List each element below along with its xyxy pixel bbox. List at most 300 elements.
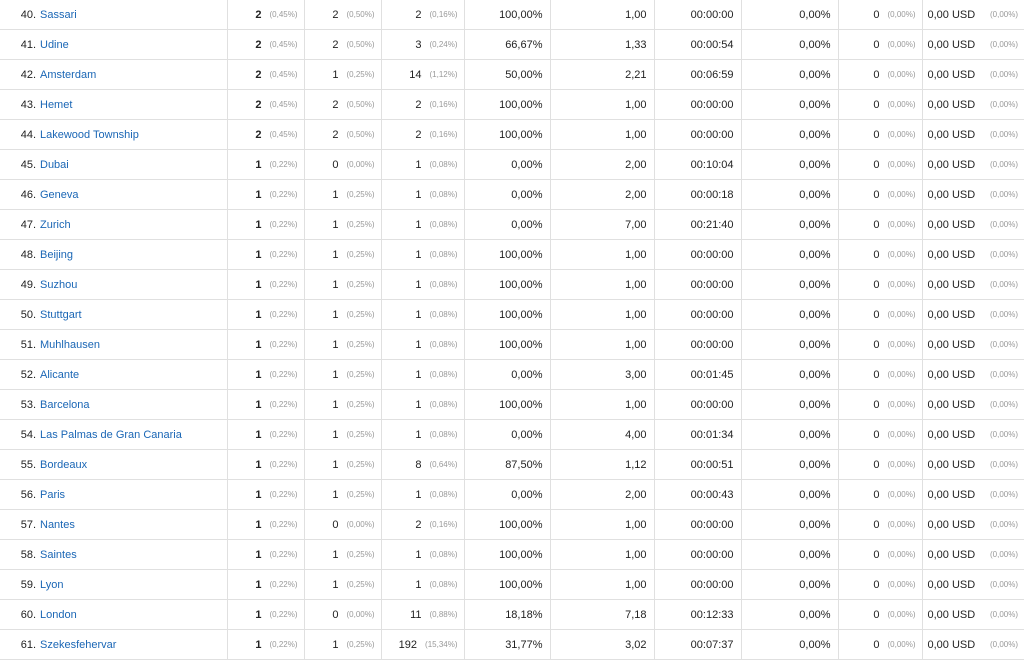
sessions-cell (381, 300, 464, 330)
transactions-value: 0 (873, 38, 880, 51)
city-link[interactable]: Paris (40, 488, 66, 501)
transactions-pct: (0,00%) (887, 40, 916, 49)
revenue-value: 0,00 USD (927, 248, 976, 261)
revenue-pct: (0,00%) (989, 490, 1018, 499)
new-users-cell (304, 420, 381, 450)
revenue-value: 0,00 USD (927, 128, 976, 141)
city-link[interactable]: Hemet (40, 98, 73, 111)
users-value: 1 (255, 308, 262, 321)
revenue-pct: (0,00%) (989, 130, 1018, 139)
conversion-rate-cell: 0,00% (741, 60, 838, 90)
conversion-rate-cell: 0,00% (741, 150, 838, 180)
new-users-pct: (0,25%) (346, 250, 375, 259)
revenue-cell (922, 600, 1024, 630)
session-duration-cell: 00:00:00 (654, 390, 741, 420)
new-users-value: 1 (332, 398, 339, 411)
city-link[interactable]: Udine (40, 38, 69, 51)
table-row (0, 90, 1024, 120)
transactions-cell (838, 180, 922, 210)
new-users-cell (304, 0, 381, 30)
new-users-value: 2 (332, 128, 339, 141)
sessions-value: 1 (415, 248, 422, 261)
transactions-cell (838, 90, 922, 120)
sessions-value: 11 (410, 608, 422, 621)
pages-per-session-cell: 1,00 (550, 0, 654, 30)
session-duration-cell: 00:00:00 (654, 570, 741, 600)
sessions-pct: (0,08%) (429, 430, 458, 439)
new-users-value: 1 (332, 338, 339, 351)
revenue-pct: (0,00%) (989, 190, 1018, 199)
session-duration-cell: 00:00:43 (654, 480, 741, 510)
bounce-rate-cell: 100,00% (464, 510, 550, 540)
row-index: 58. (0, 540, 38, 570)
bounce-rate-cell: 0,00% (464, 210, 550, 240)
pages-per-session-cell: 1,00 (550, 300, 654, 330)
users-cell (227, 480, 304, 510)
city-link[interactable]: London (40, 608, 77, 621)
new-users-value: 1 (332, 428, 339, 441)
users-value: 1 (255, 548, 262, 561)
new-users-pct: (0,50%) (346, 130, 375, 139)
bounce-rate-cell: 0,00% (464, 180, 550, 210)
sessions-value: 1 (415, 428, 422, 441)
table-row (0, 60, 1024, 90)
sessions-cell (381, 270, 464, 300)
conversion-rate-cell: 0,00% (741, 120, 838, 150)
users-value: 1 (255, 428, 262, 441)
users-pct: (0,22%) (269, 340, 298, 349)
users-cell (227, 390, 304, 420)
users-value: 1 (255, 638, 262, 651)
users-cell (227, 420, 304, 450)
row-index: 51. (0, 330, 38, 360)
new-users-cell (304, 210, 381, 240)
pages-per-session-cell: 2,21 (550, 60, 654, 90)
users-cell (227, 150, 304, 180)
row-index: 48. (0, 240, 38, 270)
sessions-pct: (0,08%) (429, 400, 458, 409)
transactions-pct: (0,00%) (887, 490, 916, 499)
sessions-pct: (0,88%) (429, 610, 458, 619)
new-users-value: 1 (332, 458, 339, 471)
revenue-value: 0,00 USD (927, 98, 976, 111)
sessions-cell (381, 420, 464, 450)
bounce-rate-cell: 100,00% (464, 90, 550, 120)
pages-per-session-cell: 1,00 (550, 120, 654, 150)
sessions-cell (381, 120, 464, 150)
bounce-rate-cell: 87,50% (464, 450, 550, 480)
users-pct: (0,22%) (269, 580, 298, 589)
revenue-pct: (0,00%) (989, 280, 1018, 289)
sessions-cell (381, 630, 464, 660)
users-pct: (0,22%) (269, 430, 298, 439)
transactions-value: 0 (873, 158, 880, 171)
sessions-pct: (0,24%) (429, 40, 458, 49)
sessions-pct: (1,12%) (429, 70, 458, 79)
conversion-rate-cell: 0,00% (741, 330, 838, 360)
transactions-pct: (0,00%) (887, 10, 916, 19)
transactions-value: 0 (873, 218, 880, 231)
sessions-pct: (0,08%) (429, 190, 458, 199)
new-users-pct: (0,25%) (346, 340, 375, 349)
new-users-cell (304, 360, 381, 390)
new-users-pct: (0,25%) (346, 580, 375, 589)
transactions-pct: (0,00%) (887, 400, 916, 409)
sessions-value: 1 (415, 578, 422, 591)
revenue-cell (922, 540, 1024, 570)
new-users-cell (304, 330, 381, 360)
revenue-cell (922, 420, 1024, 450)
revenue-value: 0,00 USD (927, 398, 976, 411)
revenue-value: 0,00 USD (927, 278, 976, 291)
sessions-cell (381, 330, 464, 360)
users-value: 1 (255, 578, 262, 591)
table-row (0, 120, 1024, 150)
conversion-rate-cell: 0,00% (741, 300, 838, 330)
transactions-cell (838, 510, 922, 540)
sessions-value: 3 (415, 38, 422, 51)
transactions-pct: (0,00%) (887, 70, 916, 79)
transactions-pct: (0,00%) (887, 100, 916, 109)
revenue-pct: (0,00%) (989, 310, 1018, 319)
sessions-cell (381, 570, 464, 600)
new-users-cell (304, 60, 381, 90)
table-row (0, 210, 1024, 240)
conversion-rate-cell: 0,00% (741, 630, 838, 660)
sessions-value: 192 (398, 638, 418, 651)
sessions-cell (381, 210, 464, 240)
revenue-pct: (0,00%) (989, 400, 1018, 409)
transactions-cell (838, 570, 922, 600)
transactions-cell (838, 210, 922, 240)
new-users-value: 1 (332, 578, 339, 591)
sessions-value: 2 (415, 518, 422, 531)
revenue-cell (922, 630, 1024, 660)
users-cell (227, 60, 304, 90)
city-cell (38, 480, 227, 510)
new-users-value: 1 (332, 308, 339, 321)
new-users-cell (304, 270, 381, 300)
revenue-pct: (0,00%) (989, 580, 1018, 589)
users-cell (227, 120, 304, 150)
transactions-pct: (0,00%) (887, 190, 916, 199)
new-users-pct: (0,50%) (346, 10, 375, 19)
new-users-cell (304, 480, 381, 510)
bounce-rate-cell: 100,00% (464, 270, 550, 300)
users-cell (227, 240, 304, 270)
city-cell (38, 510, 227, 540)
city-link[interactable]: Las Palmas de Gran Canaria (40, 428, 182, 441)
session-duration-cell: 00:00:00 (654, 510, 741, 540)
revenue-pct: (0,00%) (989, 10, 1018, 19)
new-users-pct: (0,25%) (346, 220, 375, 229)
sessions-cell (381, 390, 464, 420)
sessions-cell (381, 90, 464, 120)
transactions-cell (838, 0, 922, 30)
sessions-pct: (0,08%) (429, 280, 458, 289)
sessions-cell (381, 450, 464, 480)
conversion-rate-cell: 0,00% (741, 180, 838, 210)
bounce-rate-cell: 50,00% (464, 60, 550, 90)
city-link[interactable]: Muhlhausen (40, 338, 100, 351)
new-users-cell (304, 630, 381, 660)
new-users-cell (304, 240, 381, 270)
users-cell (227, 0, 304, 30)
users-pct: (0,45%) (269, 100, 298, 109)
revenue-cell (922, 450, 1024, 480)
users-value: 1 (255, 458, 262, 471)
conversion-rate-cell: 0,00% (741, 90, 838, 120)
revenue-cell (922, 150, 1024, 180)
sessions-value: 1 (415, 158, 422, 171)
city-cell (38, 210, 227, 240)
city-cell (38, 300, 227, 330)
transactions-value: 0 (873, 248, 880, 261)
users-cell (227, 600, 304, 630)
new-users-value: 2 (332, 8, 339, 21)
revenue-pct: (0,00%) (989, 100, 1018, 109)
revenue-value: 0,00 USD (927, 338, 976, 351)
users-pct: (0,45%) (269, 130, 298, 139)
transactions-value: 0 (873, 128, 880, 141)
city-link[interactable]: Nantes (40, 518, 75, 531)
bounce-rate-cell: 0,00% (464, 420, 550, 450)
city-link[interactable]: Lyon (40, 578, 64, 591)
transactions-value: 0 (873, 278, 880, 291)
pages-per-session-cell: 2,00 (550, 480, 654, 510)
new-users-value: 1 (332, 548, 339, 561)
new-users-pct: (0,50%) (346, 100, 375, 109)
table-row (0, 420, 1024, 450)
users-pct: (0,22%) (269, 310, 298, 319)
conversion-rate-cell: 0,00% (741, 390, 838, 420)
sessions-value: 8 (415, 458, 422, 471)
revenue-value: 0,00 USD (927, 518, 976, 531)
table-row (0, 600, 1024, 630)
city-cell (38, 0, 227, 30)
new-users-pct: (0,25%) (346, 370, 375, 379)
session-duration-cell: 00:12:33 (654, 600, 741, 630)
revenue-value: 0,00 USD (927, 38, 976, 51)
city-cell (38, 450, 227, 480)
city-cell (38, 30, 227, 60)
city-cell (38, 120, 227, 150)
city-link[interactable]: Dubai (40, 158, 69, 171)
row-index: 52. (0, 360, 38, 390)
conversion-rate-cell: 0,00% (741, 30, 838, 60)
new-users-pct: (0,50%) (346, 40, 375, 49)
city-link[interactable]: Beijing (40, 248, 74, 261)
sessions-cell (381, 60, 464, 90)
sessions-pct: (0,16%) (429, 130, 458, 139)
city-link[interactable]: Amsterdam (40, 68, 97, 81)
new-users-value: 2 (332, 98, 339, 111)
sessions-pct: (0,08%) (429, 310, 458, 319)
users-cell (227, 330, 304, 360)
new-users-cell (304, 450, 381, 480)
users-pct: (0,22%) (269, 640, 298, 649)
city-link[interactable]: Szekesfehervar (40, 638, 117, 651)
city-cell (38, 180, 227, 210)
conversion-rate-cell: 0,00% (741, 540, 838, 570)
transactions-value: 0 (873, 578, 880, 591)
users-pct: (0,45%) (269, 70, 298, 79)
session-duration-cell: 00:21:40 (654, 210, 741, 240)
city-link[interactable]: Bordeaux (40, 458, 88, 471)
city-link[interactable]: Geneva (40, 188, 79, 201)
transactions-value: 0 (873, 68, 880, 81)
revenue-value: 0,00 USD (927, 8, 976, 21)
conversion-rate-cell: 0,00% (741, 270, 838, 300)
city-cell (38, 60, 227, 90)
users-cell (227, 540, 304, 570)
revenue-value: 0,00 USD (927, 638, 976, 651)
row-index: 50. (0, 300, 38, 330)
city-link[interactable]: Barcelona (40, 398, 90, 411)
table-row (0, 540, 1024, 570)
new-users-value: 1 (332, 248, 339, 261)
table-row (0, 330, 1024, 360)
revenue-pct: (0,00%) (989, 550, 1018, 559)
transactions-cell (838, 630, 922, 660)
new-users-value: 1 (332, 278, 339, 291)
users-value: 1 (255, 518, 262, 531)
revenue-value: 0,00 USD (927, 578, 976, 591)
pages-per-session-cell: 1,00 (550, 330, 654, 360)
revenue-cell (922, 480, 1024, 510)
table-row (0, 240, 1024, 270)
table-row (0, 180, 1024, 210)
row-index: 40. (0, 0, 38, 30)
new-users-cell (304, 90, 381, 120)
users-pct: (0,22%) (269, 460, 298, 469)
users-pct: (0,22%) (269, 160, 298, 169)
revenue-pct: (0,00%) (989, 640, 1018, 649)
city-cell (38, 270, 227, 300)
new-users-value: 1 (332, 488, 339, 501)
pages-per-session-cell: 1,00 (550, 270, 654, 300)
row-index: 45. (0, 150, 38, 180)
conversion-rate-cell: 0,00% (741, 510, 838, 540)
users-cell (227, 30, 304, 60)
transactions-pct: (0,00%) (887, 250, 916, 259)
users-cell (227, 270, 304, 300)
new-users-cell (304, 540, 381, 570)
pages-per-session-cell: 1,12 (550, 450, 654, 480)
sessions-pct: (0,08%) (429, 220, 458, 229)
transactions-cell (838, 240, 922, 270)
revenue-value: 0,00 USD (927, 68, 976, 81)
bounce-rate-cell: 18,18% (464, 600, 550, 630)
conversion-rate-cell: 0,00% (741, 570, 838, 600)
transactions-cell (838, 480, 922, 510)
users-value: 1 (255, 278, 262, 291)
transactions-value: 0 (873, 8, 880, 21)
transactions-pct: (0,00%) (887, 460, 916, 469)
pages-per-session-cell: 1,00 (550, 390, 654, 420)
row-index: 60. (0, 600, 38, 630)
city-cell (38, 540, 227, 570)
transactions-pct: (0,00%) (887, 370, 916, 379)
transactions-cell (838, 300, 922, 330)
users-cell (227, 510, 304, 540)
revenue-cell (922, 120, 1024, 150)
revenue-pct: (0,00%) (989, 430, 1018, 439)
city-cell (38, 630, 227, 660)
bounce-rate-cell: 100,00% (464, 300, 550, 330)
new-users-value: 1 (332, 188, 339, 201)
revenue-cell (922, 330, 1024, 360)
city-link[interactable]: Saintes (40, 548, 77, 561)
row-index: 57. (0, 510, 38, 540)
new-users-cell (304, 150, 381, 180)
users-pct: (0,22%) (269, 400, 298, 409)
transactions-pct: (0,00%) (887, 550, 916, 559)
table-row (0, 360, 1024, 390)
new-users-pct: (0,00%) (346, 160, 375, 169)
users-value: 1 (255, 398, 262, 411)
users-value: 1 (255, 248, 262, 261)
city-cell (38, 570, 227, 600)
bounce-rate-cell: 100,00% (464, 540, 550, 570)
new-users-pct: (0,25%) (346, 550, 375, 559)
table-row (0, 450, 1024, 480)
pages-per-session-cell: 1,00 (550, 90, 654, 120)
sessions-value: 1 (415, 338, 422, 351)
city-link[interactable]: Lakewood Township (40, 128, 139, 141)
city-link[interactable]: Stuttgart (40, 308, 82, 321)
sessions-pct: (0,16%) (429, 100, 458, 109)
sessions-value: 1 (415, 488, 422, 501)
sessions-pct: (0,08%) (429, 580, 458, 589)
sessions-value: 2 (415, 128, 422, 141)
city-link[interactable]: Suzhou (40, 278, 78, 291)
bounce-rate-cell: 0,00% (464, 360, 550, 390)
new-users-pct: (0,25%) (346, 460, 375, 469)
users-value: 1 (255, 158, 262, 171)
transactions-cell (838, 330, 922, 360)
sessions-cell (381, 540, 464, 570)
new-users-cell (304, 570, 381, 600)
pages-per-session-cell: 1,00 (550, 540, 654, 570)
new-users-pct: (0,25%) (346, 640, 375, 649)
new-users-pct: (0,25%) (346, 400, 375, 409)
city-link[interactable]: Alicante (40, 368, 80, 381)
row-index: 43. (0, 90, 38, 120)
pages-per-session-cell: 1,00 (550, 510, 654, 540)
new-users-pct: (0,25%) (346, 190, 375, 199)
revenue-pct: (0,00%) (989, 70, 1018, 79)
pages-per-session-cell: 3,00 (550, 360, 654, 390)
session-duration-cell: 00:07:37 (654, 630, 741, 660)
sessions-pct: (0,64%) (429, 460, 458, 469)
pages-per-session-cell: 1,00 (550, 240, 654, 270)
city-link[interactable]: Sassari (40, 8, 77, 21)
session-duration-cell: 00:00:00 (654, 540, 741, 570)
city-link[interactable]: Zurich (40, 218, 71, 231)
revenue-value: 0,00 USD (927, 308, 976, 321)
pages-per-session-cell: 2,00 (550, 180, 654, 210)
transactions-pct: (0,00%) (887, 340, 916, 349)
revenue-cell (922, 300, 1024, 330)
revenue-cell (922, 360, 1024, 390)
row-index: 41. (0, 30, 38, 60)
sessions-value: 1 (415, 218, 422, 231)
row-index: 59. (0, 570, 38, 600)
table-row (0, 270, 1024, 300)
transactions-value: 0 (873, 368, 880, 381)
table-row (0, 30, 1024, 60)
